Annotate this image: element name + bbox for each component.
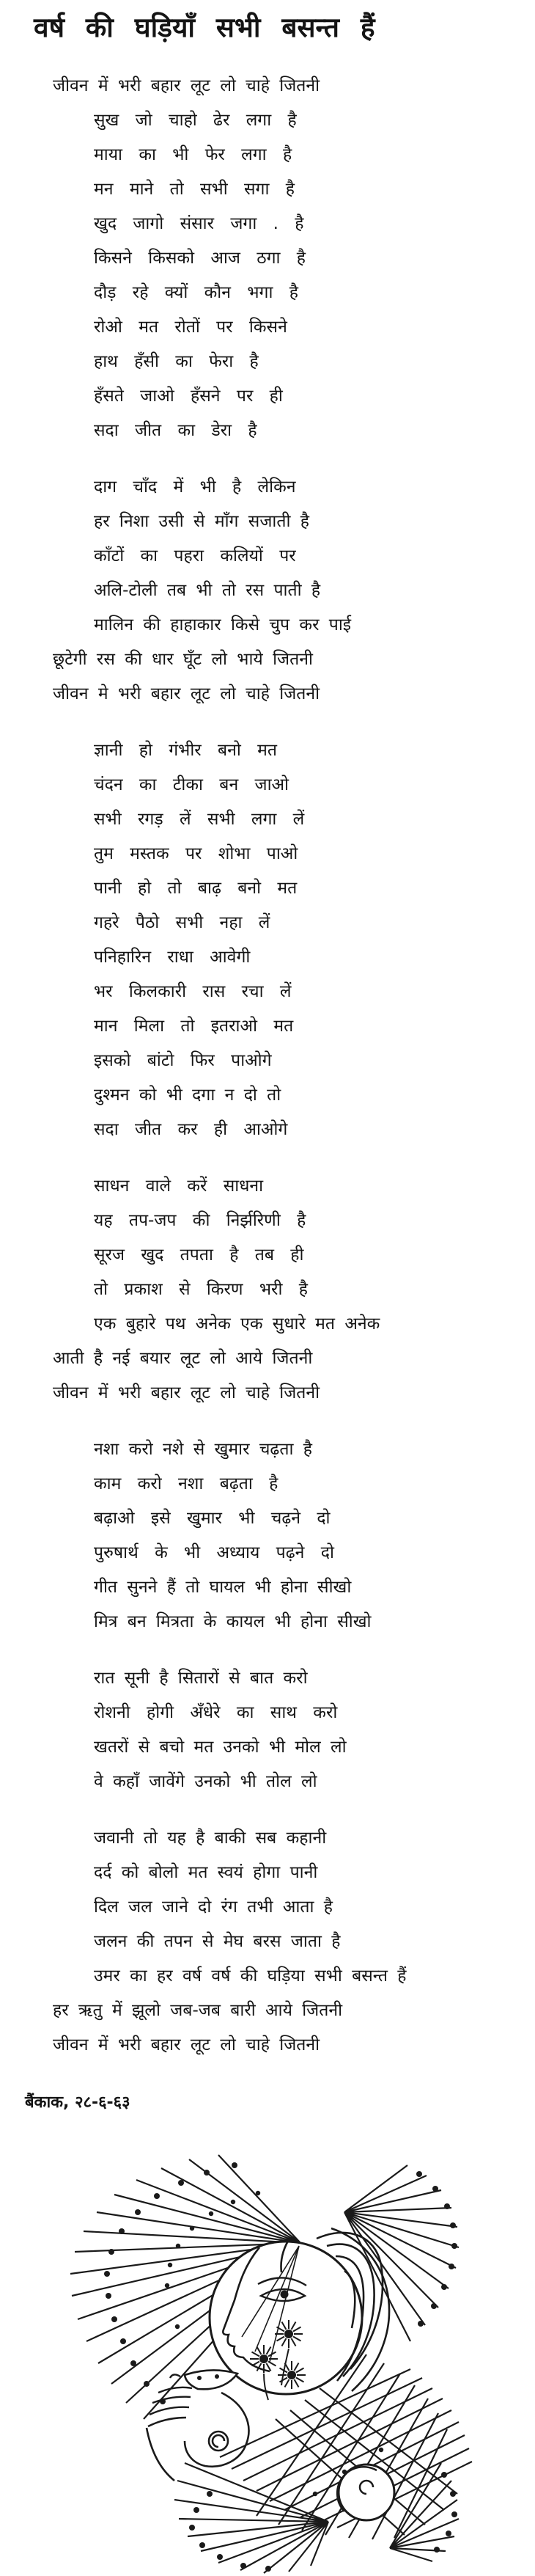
poem-line: इसको बांटो फिर पाओगे — [94, 1050, 272, 1070]
poem-line: तो प्रकाश से किरण भरी है — [94, 1279, 308, 1299]
poem-line: साधन वाले करें साधना — [94, 1176, 264, 1196]
poem-line: गीत सुनने हैं तो घायल भी होना सीखो — [94, 1577, 352, 1597]
poem-line: जीवन में भरी बहार लूट लो चाहे जितनी — [53, 2035, 320, 2054]
poem-line: बढ़ाओ इसे खुमार भी चढ़ने दो — [94, 1508, 331, 1528]
stanza — [0, 1432, 535, 1639]
poem-line: एक बुहारे पथ अनेक एक सुधारे मत अनेक — [94, 1314, 380, 1333]
poem-line: खतरों से बचो मत उनको भी मोल लो — [94, 1737, 347, 1757]
stanza — [0, 470, 535, 711]
poem-line: यह तप-जप की निर्झरिणी है — [94, 1210, 306, 1230]
stanza — [0, 1169, 535, 1410]
arm — [147, 2428, 174, 2481]
poem-line: रोशनी होगी अँधेरे का साथ करो — [94, 1702, 338, 1722]
child-head — [185, 2393, 248, 2467]
poem-line: पुरुषार्थ के भी अध्याय पढ़ने दो — [94, 1543, 334, 1562]
poem-line: किसने किसको आज ठगा है — [94, 248, 306, 268]
poem-line: छूटेगी रस की धार घूँट लो भाये जितनी — [53, 649, 313, 669]
poem-line: जलन की तपन से मेघ बरस जाता है — [94, 1931, 341, 1951]
stanza — [0, 733, 535, 1147]
poem-line: दाग चाँद में भी है लेकिन — [94, 477, 296, 497]
poem-body — [0, 69, 535, 2063]
bottom-bud-dots — [189, 2448, 457, 2572]
ray-fan-bottom-left — [174, 2463, 328, 2573]
poem-line: दौड़ रहे क्यों कौन भगा है — [94, 282, 298, 302]
eye-pupil — [281, 2291, 289, 2299]
poem-line: मित्र बन मित्रता के कायल भी होना सीखो — [94, 1611, 372, 1631]
poem-line: जीवन में भरी बहार लूट लो चाहे जितनी — [53, 76, 320, 95]
poem-line: गहरे पैठो सभी नहा लें — [94, 912, 270, 932]
poem-line: वे कहाँ जावेंगे उनको भी तोल लो — [94, 1771, 317, 1791]
poem-line: हाथ हँसी का फेरा है — [94, 351, 259, 371]
poem-line: आती है नई बयार लूट लो आये जितनी — [53, 1348, 313, 1368]
poem-line: मालिन की हाहाकार किसे चुप कर पाई — [94, 615, 352, 634]
poem-line: मन माने तो सभी सगा है — [94, 179, 295, 199]
poem-line: माया का भी फेर लगा है — [94, 144, 292, 164]
poem-line: रोओ मत रोतों पर किसने — [94, 317, 287, 337]
signature-line: बैंकाक, २८-६-६३ — [25, 2093, 130, 2112]
poem-line: रात सूनी है सितारों से बात करो — [94, 1668, 308, 1688]
poem-line: सदा जीत कर ही आओगे — [94, 1119, 288, 1139]
poem-line: दर्द को बोलो मत स्वयं होगा पानी — [94, 1862, 318, 1882]
poem-line: तुम मस्तक पर शोभा पाओ — [94, 844, 298, 863]
poem-line: हर निशा उसी से माँग सजाती है — [94, 511, 309, 531]
cup — [185, 2370, 237, 2389]
poem-line: सदा जीत का डेरा है — [94, 420, 257, 440]
poem-line: पनिहारिन राधा आवेगी — [94, 947, 251, 967]
poem-line: उमर का हर वर्ष वर्ष की घड़िया सभी बसन्त हैं — [94, 1966, 407, 1986]
stanza — [0, 69, 535, 448]
stanza — [0, 1821, 535, 2063]
poem-line: पानी हो तो बाढ़ बनो मत — [94, 878, 298, 898]
poem-line: हँसते जाओ हँसने पर ही — [94, 386, 283, 406]
line-art-illustration — [0, 2149, 535, 2576]
poem-line: जवानी तो यह है बाकी सब कहानी — [94, 1828, 327, 1848]
poem-line: मान मिला तो इतराओ मत — [94, 1016, 294, 1036]
poem-line: चंदन का टीका बन जाओ — [94, 775, 289, 794]
poem-line: भर किलकारी रास रचा लें — [94, 981, 292, 1001]
poem-line: सभी रगड़ लें सभी लगा लें — [94, 809, 305, 829]
poem-title: वर्ष की घड़ियाँ सभी बसन्त हैं — [34, 12, 375, 43]
scanned-poem-page — [0, 9, 535, 2576]
poem-line: अलि-टोली तब भी तो रस पाती है — [94, 580, 321, 600]
poem-line: खुद जागो संसार जगा . है — [94, 213, 304, 233]
poem-line: काम करो नशा बढ़ता है — [94, 1474, 278, 1493]
poem-line: सूरज खुद तपता है तब ही — [94, 1245, 304, 1265]
stanza — [0, 1661, 535, 1799]
illustration-svg — [0, 2149, 535, 2576]
poem-line: सुख जो चाहो ढेर लगा है — [94, 110, 297, 130]
poem-line: हर ऋतु में झूलो जब-जब बारी आये जितनी — [53, 2000, 343, 2020]
poem-line: जीवन में भरी बहार लूट लो चाहे जितनी — [53, 1383, 320, 1402]
poem-line: काँटों का पहरा कलियों पर — [94, 546, 296, 566]
cup-handle — [170, 2374, 180, 2378]
poem-line: दिल जल जाने दो रंग तभी आता है — [94, 1897, 333, 1917]
poem-line: ज्ञानी हो गंभीर बनो मत — [94, 740, 278, 760]
poem-line: नशा करो नशे से खुमार चढ़ता है — [94, 1439, 312, 1459]
moon-spiral — [337, 2465, 394, 2520]
poem-line: जीवन मे भरी बहार लूट लो चाहे जितनी — [53, 684, 320, 703]
poem-line: दुश्मन को भी दगा न दो तो — [94, 1085, 281, 1105]
